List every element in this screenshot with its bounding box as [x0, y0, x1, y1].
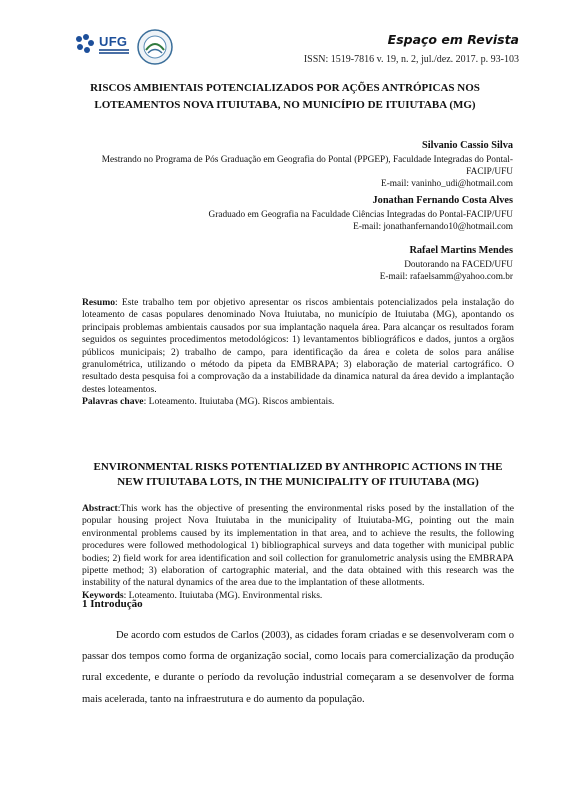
- keywords-label: Keywords: [82, 589, 124, 601]
- journal-seal-icon: [136, 28, 174, 66]
- english-title-line-2: NEW ITUIUTABA LOTS, IN THE MUNICIPALITY OF ITUIUTABA (MG): [117, 476, 479, 488]
- author-email: E-mail: vaninho_udi@hotmail.com: [381, 179, 513, 189]
- title-line-2: LOTEAMENTOS NOVA ITUIUTABA, NO MUNICÍPIO DE ITUIUTABA (MG): [94, 99, 476, 111]
- author-name: Silvanio Cassio Silva: [422, 140, 513, 151]
- introduction-paragraph: [82, 625, 514, 710]
- author-affiliation: Graduado em Geografia na Faculdade Ciências Integradas do Pontal-FACIP/UFU: [208, 210, 513, 220]
- author-email: E-mail: jonathanfernando10@hotmail.com: [353, 222, 513, 232]
- author-name: Rafael Martins Mendes: [409, 245, 513, 256]
- author-affiliation: Mestrando no Programa de Pós Graduação em Geografia do Pontal (PPGEP), Faculdade Integradas do Pontal-: [101, 155, 513, 165]
- english-title: [82, 460, 514, 490]
- author-name: Jonathan Fernando Costa Alves: [372, 195, 513, 206]
- author-block-3: [380, 245, 513, 283]
- abstract-text: :This work has the objective of presenting the environmental risks posed by the installation of the popular housing project Nova Ituiutaba in the municipality of Ituiutaba-MG, pointing out the main environmental problems caused by its implementation in that area, and to achieve the results, the following procedures were followed methodological 1) bibliographical surveys and data together with municipal public bodies; 2) field work for area identification and soil collection for granulometric analysis using the EMBRAPA pipette method; 3) elaboration of cartographic material, and the data obtained with this research was the instability of the natural dynamics of the area due to the implantation of these allotments.: [82, 503, 514, 589]
- resumo-keywords: [82, 396, 514, 408]
- header-logos: [74, 28, 184, 68]
- introduction-text: De acordo com estudos de Carlos (2003), as cidades foram criadas e se desenvolveram com o passar dos tempos como forma de organização social, como locais para comercialização da produção rural excedente, e durante o período da revolução industrial começaram a se desenvolver de forma mais acelerada, tanto na infraestrutura e do aumento da população.: [82, 630, 514, 705]
- issn-line: ISSN: 1519-7816 v. 19, n. 2, jul./dez. 2017. p. 93-103: [303, 54, 519, 65]
- author-affiliation: Doutorando na FACED/UFU: [404, 260, 513, 270]
- resumo-paragraph: [82, 297, 514, 396]
- abstract-keywords: [82, 590, 514, 602]
- resumo-text: : Este trabalho tem por objetivo apresentar os riscos ambientais potencializados pela instalação do loteamento de casas populares denominado Nova Ituiutaba, no município de Ituiutaba (MG), apontando os principais problemas ambientais causados por sua implantação naquela área. Para alcançar os resultados foram seguidos os seguintes procedimentos metodológicos: 1) levantamentos bibliográficos e dados, juntos a orgãos públicos municipais; 2) trabalho de campo, para identificação da área e coleta de solos para análise granulométrica, utilizando o método da pipeta da EMBRAPA; 3) elaboração de material cartográfico. O resultado desta pesquisa foi a comprovação da a instabilidade da dinamica natural da área devido a implantação destes loteamentos.: [82, 297, 514, 395]
- paper-title: [70, 80, 500, 114]
- author-affiliation: FACIP/UFU: [466, 167, 513, 177]
- palavras-chave-text: : Loteamento. Ituiutaba (MG). Riscos ambientais.: [143, 396, 335, 408]
- english-title-line-1: ENVIRONMENTAL RISKS POTENTIALIZED BY ANTHROPIC ACTIONS IN THE: [93, 461, 503, 473]
- journal-name: Espaço em Revista: [387, 32, 519, 47]
- ufg-subtext-lines: [99, 49, 129, 59]
- resumo-label: Resumo: [82, 297, 116, 308]
- ufg-emblem-icon: [74, 33, 96, 55]
- palavras-chave-label: Palavras chave: [82, 396, 144, 408]
- keywords-text: : Loteamento. Ituiutaba (MG). Environmental risks.: [123, 589, 323, 601]
- author-block-1: [102, 140, 513, 190]
- section-heading: 1 Introdução: [82, 598, 143, 610]
- abstract-block: [82, 503, 514, 602]
- abstract-label: Abstract: [82, 503, 118, 514]
- ufg-logo-text: UFG: [99, 34, 128, 49]
- author-block-2: [209, 195, 513, 233]
- title-line-1: RISCOS AMBIENTAIS POTENCIALIZADOS POR AÇÕES ANTRÓPICAS NOS: [90, 82, 480, 94]
- abstract-paragraph: [82, 503, 514, 590]
- author-email: E-mail: rafaelsamm@yahoo.com.br: [379, 272, 513, 282]
- resumo-block: [82, 297, 514, 409]
